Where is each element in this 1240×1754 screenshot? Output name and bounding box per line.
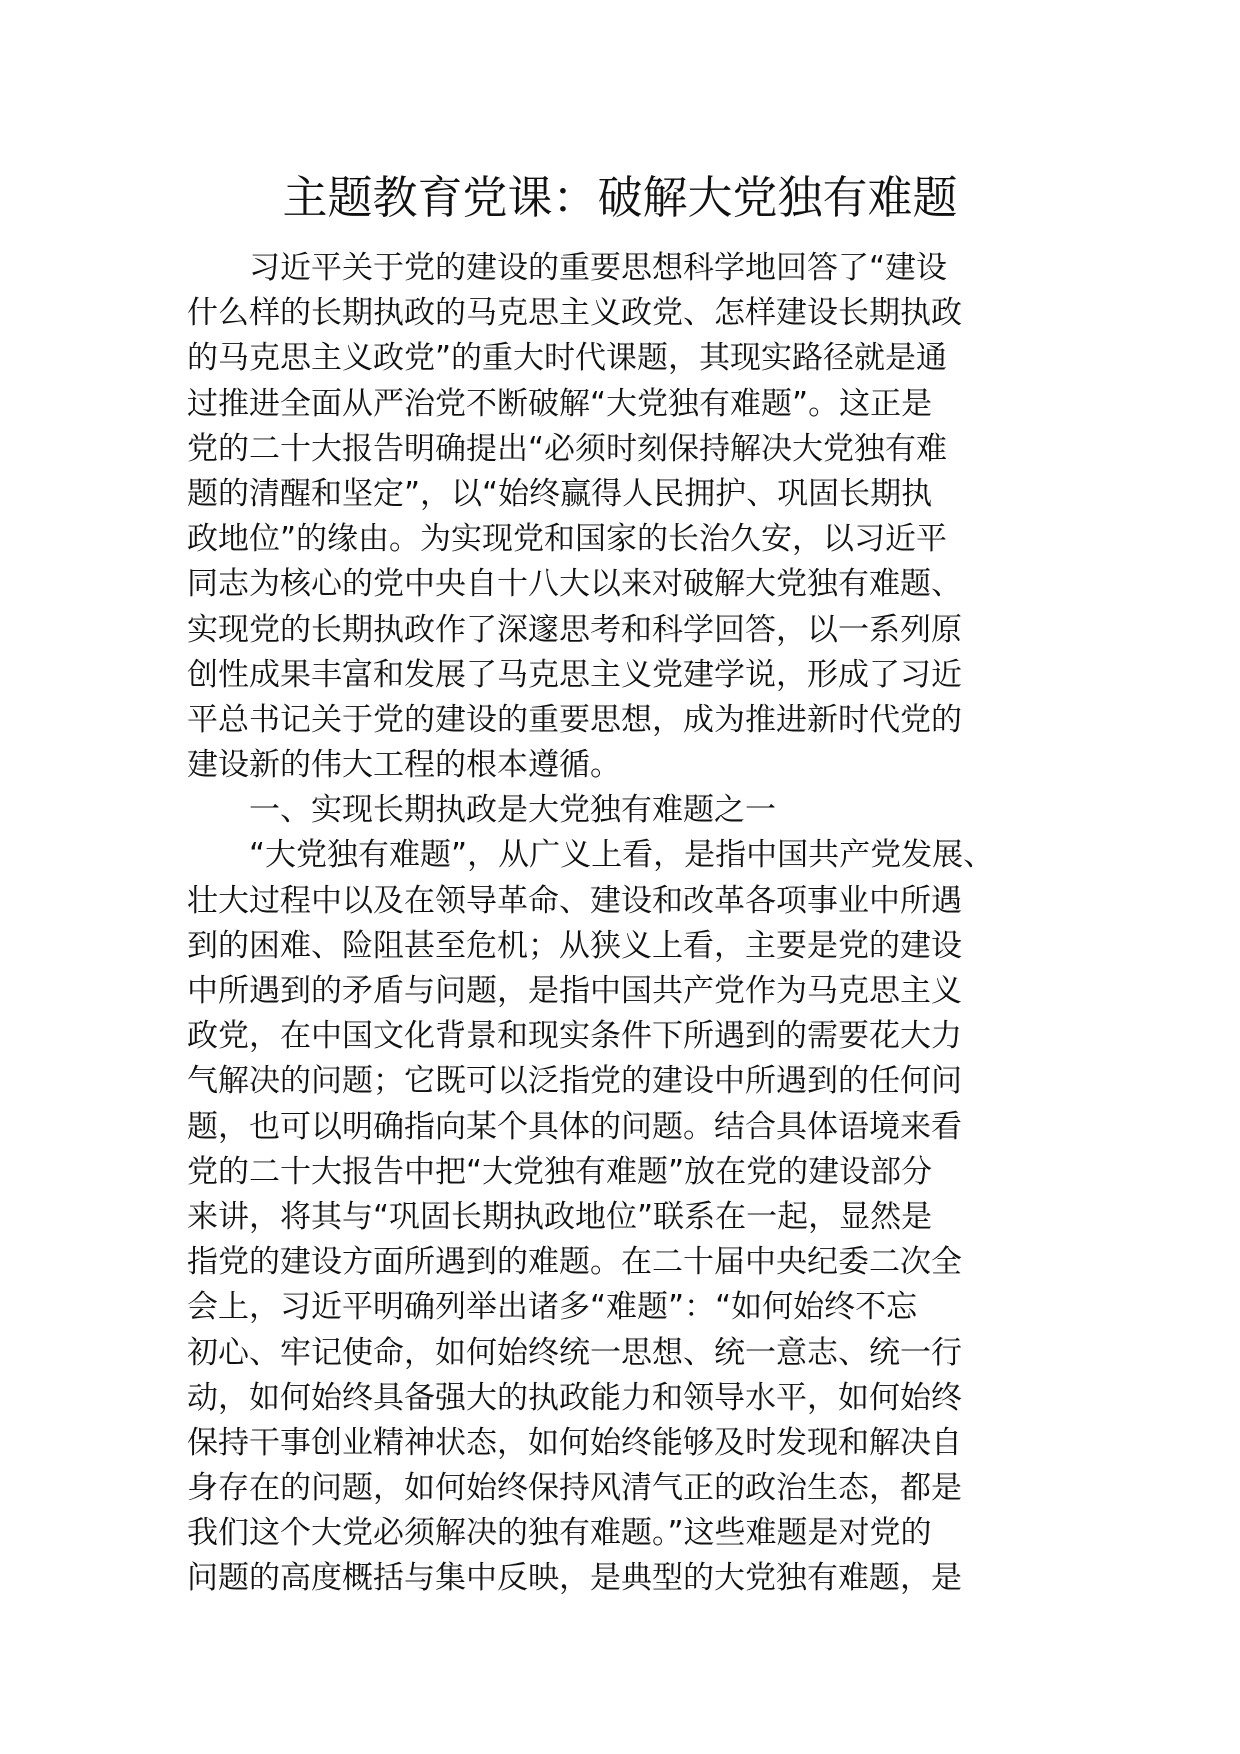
paragraph-line: 的马克思主义政党”的重大时代课题，其现实路径就是通 bbox=[187, 340, 948, 377]
paragraph-line: 初心、牢记使命，如何始终统一思想、统一意志、统一行 bbox=[187, 1334, 962, 1371]
paragraph-line: 会上，习近平明确列举出诸多“难题”：“如何始终不忘 bbox=[187, 1289, 918, 1326]
paragraph-line: 过推进全面从严治党不断破解“大党独有难题”。这正是 bbox=[187, 385, 933, 422]
paragraph-line: “大党独有难题”，从广义上看，是指中国共产党发展、 bbox=[249, 837, 995, 874]
paragraph-line: 到的困难、险阻甚至危机；从狭义上看，主要是党的建设 bbox=[187, 927, 962, 964]
paragraph-line: 我们这个大党必须解决的独有难题。”这些难题是对党的 bbox=[187, 1515, 932, 1552]
paragraph-line: 气解决的问题；它既可以泛指党的建设中所遇到的任何问 bbox=[187, 1063, 962, 1100]
paragraph-line: 保持干事创业精神状态，如何始终能够及时发现和解决自 bbox=[187, 1424, 962, 1461]
paragraph-line: 同志为核心的党中央自十八大以来对破解大党独有难题、 bbox=[187, 566, 962, 603]
paragraph-line: 实现党的长期执政作了深邃思考和科学回答，以一系列原 bbox=[187, 611, 962, 648]
paragraph-line: 平总书记关于党的建设的重要思想，成为推进新时代党的 bbox=[187, 701, 962, 738]
paragraph-line: 党的二十大报告中把“大党独有难题”放在党的建设部分 bbox=[187, 1153, 933, 1190]
document-body bbox=[187, 246, 1067, 1602]
paragraph-line: 政地位”的缘由。为实现党和国家的长治久安，以习近平 bbox=[187, 521, 948, 558]
paragraph-line: 指党的建设方面所遇到的难题。在二十届中央纪委二次全 bbox=[187, 1244, 962, 1281]
document-title: 主题教育党课：破解大党独有难题 bbox=[282, 171, 958, 224]
paragraph-line: 壮大过程中以及在领导革命、建设和改革各项事业中所遇 bbox=[187, 882, 962, 919]
paragraph-line: 问题的高度概括与集中反映，是典型的大党独有难题，是 bbox=[187, 1560, 962, 1597]
paragraph-line: 党的二十大报告明确提出“必须时刻保持解决大党独有难 bbox=[187, 430, 948, 467]
paragraph-line: 创性成果丰富和发展了马克思主义党建学说，形成了习近 bbox=[187, 656, 962, 693]
paragraph-line: 题，也可以明确指向某个具体的问题。结合具体语境来看 bbox=[187, 1108, 962, 1145]
paragraph-line: 动，如何始终具备强大的执政能力和领导水平，如何始终 bbox=[187, 1379, 962, 1416]
paragraph-line: 中所遇到的矛盾与问题，是指中国共产党作为马克思主义 bbox=[187, 973, 962, 1009]
paragraph-line: 什么样的长期执政的马克思主义政党、怎样建设长期执政 bbox=[187, 295, 962, 332]
paragraph-line: 来讲，将其与“巩固长期执政地位”联系在一起，显然是 bbox=[187, 1198, 933, 1235]
paragraph-line: 题的清醒和坚定”，以“始终赢得人民拥护、巩固长期执 bbox=[187, 475, 933, 512]
paragraph-line: 政党，在中国文化背景和现实条件下所遇到的需要花大力 bbox=[187, 1018, 962, 1055]
paragraph-line: 身存在的问题，如何始终保持风清气正的政治生态，都是 bbox=[187, 1470, 962, 1507]
section-heading: 一、实现长期执政是大党独有难题之一 bbox=[249, 792, 776, 829]
paragraph-line: 习近平关于党的建设的重要思想科学地回答了“建设 bbox=[249, 250, 948, 286]
paragraph-line: 建设新的伟大工程的根本遵循。 bbox=[187, 747, 621, 784]
